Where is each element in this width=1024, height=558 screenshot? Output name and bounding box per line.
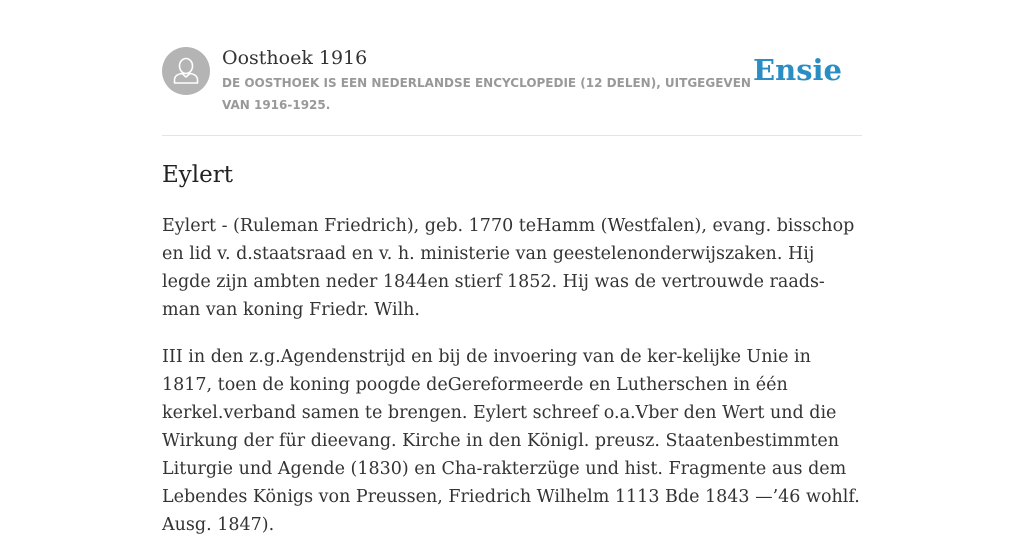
user-silhouette-icon[interactable]	[162, 47, 210, 95]
source-header	[162, 44, 862, 134]
article-body	[162, 212, 862, 558]
ensie-logo[interactable]: Ensie	[753, 53, 842, 87]
article-paragraph: III in den z.g.Agendenstrijd en bij de invoering van de ker-kelijke Unie in 1817, toen de koning poogde deGereformeerde en Lutherschen in één kerkel.verband samen te brengen. Eylert schreef o.a.Vber den Wert und die Wirkung der für dieevang. Kirche in den Königl. preusz. Staatenbestimmten Liturgie und Agende (1830) en Cha-rakterzüge und hist. Fragmente aus dem Lebendes Königs von Preussen, Friedrich Wilhelm 1113 Bde 1843 —’46 wohlf. Ausg. 1847).	[162, 347, 860, 535]
header-divider	[162, 135, 862, 136]
article-paragraph: Eylert - (Ruleman Friedrich), geb. 1770 teHamm (Westfalen), evang. bisschop en lid v. d.staatsraad en v. h. ministerie van geestelenonderwijszaken. Hij legde zijn ambten neder 1844en stierf 1852. Hij was de vertrouwde raads-man van koning Friedr. Wilh.	[162, 216, 855, 320]
source-description: DE OOSTHOEK IS EEN NEDERLANDSE ENCYCLOPEDIE (12 DELEN), UITGEGEVEN VAN 1916-1925.	[222, 76, 751, 112]
source-title[interactable]: Oosthoek 1916	[222, 47, 368, 69]
article-title: Eylert	[162, 162, 233, 188]
